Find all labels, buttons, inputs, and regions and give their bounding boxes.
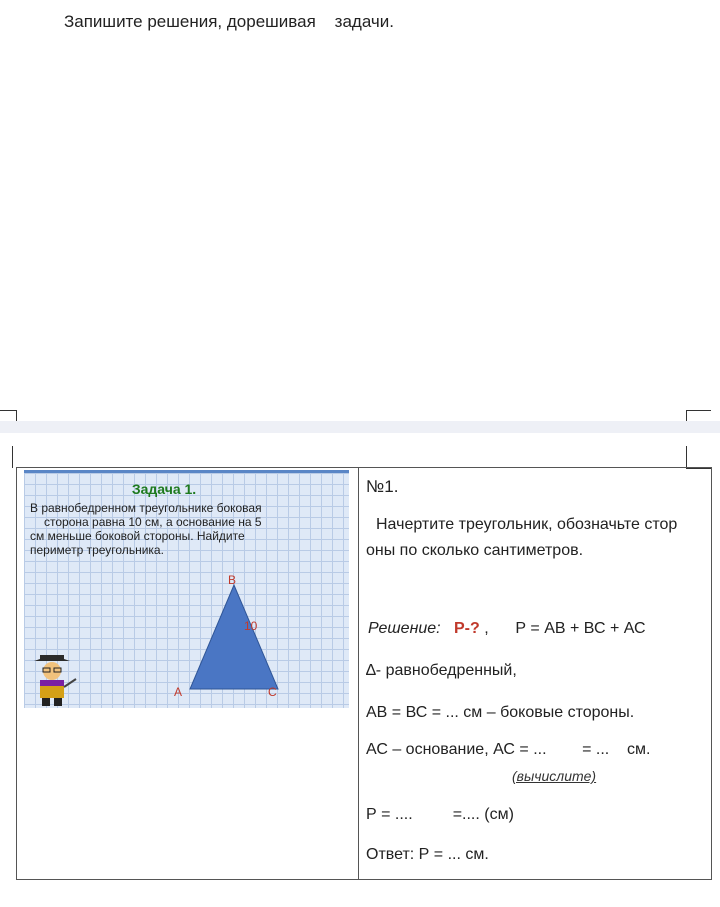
solution-header: [368, 620, 646, 638]
vertex-b-label: B: [228, 573, 237, 587]
solution-unknown: Р-?: [453, 620, 480, 637]
isosceles-triangle: [190, 585, 278, 689]
task-slide-image: [24, 470, 349, 708]
slide-text-line: сторона равна 10 см, а основание на 5: [44, 515, 262, 529]
slide-problem-text: [30, 501, 330, 557]
slide-title: Задача 1.: [131, 481, 197, 497]
solution-formula: Р = АВ + ВС + АС: [515, 620, 646, 637]
page-corner-mark: [12, 446, 13, 468]
solution-separator: ,: [479, 620, 516, 637]
task-number: №1.: [366, 477, 399, 496]
page-break: [0, 421, 720, 433]
table-column-divider: [358, 467, 359, 880]
slide-text-line: В равнобедренном треугольнике боковая: [30, 501, 262, 515]
slide-text-line: периметр треугольника.: [30, 543, 164, 557]
vertex-c-label: C: [268, 685, 277, 699]
slide-text-line: см меньше боковой стороны. Найдите: [30, 529, 245, 543]
calculate-hint: (вычислите): [512, 768, 597, 784]
teacher-cartoon-icon: [26, 653, 78, 708]
solution-line: Р = .... =.... (см): [366, 806, 514, 823]
solution-line: АС – основание, АС = ... = ... см.: [366, 741, 651, 758]
task-instruction-line: оны по сколько сантиметров.: [366, 542, 584, 559]
instruction-heading: Запишите решения, дорешивая задачи.: [64, 12, 395, 31]
task-instruction-line: Начертите треугольник, обозначьте стор: [376, 516, 678, 533]
answer-line: Ответ: Р = ... см.: [366, 846, 489, 863]
page-corner-mark: [686, 446, 711, 469]
solution-line: АВ = ВС = ... см – боковые стороны.: [366, 704, 635, 721]
triangle-figure: [174, 583, 304, 693]
solution-label: Решение:: [368, 620, 441, 637]
vertex-a-label: A: [174, 685, 183, 699]
side-length-label: 10: [244, 619, 258, 633]
solution-line: ∆- равнобедренный,: [366, 662, 517, 679]
